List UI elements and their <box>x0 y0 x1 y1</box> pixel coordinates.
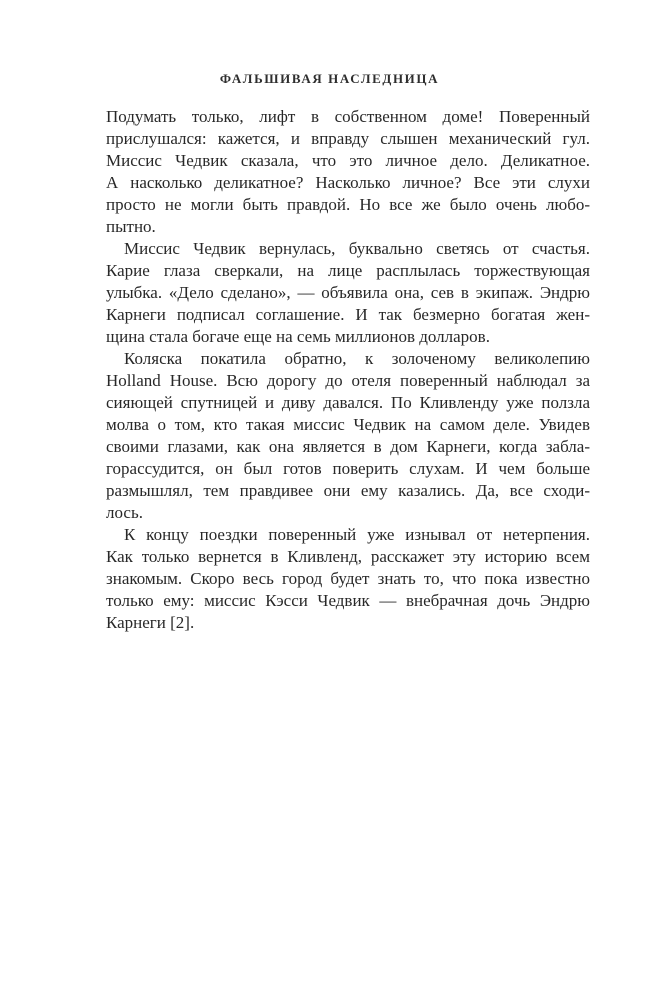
text-line: Holland House. Всю дорогу до отеля поверенный наблюдал за <box>106 371 590 390</box>
paragraph <box>106 238 590 348</box>
text-line: щина стала богаче еще на семь миллионов долларов. <box>106 327 490 346</box>
text-line: А насколько деликатное? Насколько личное? Все эти слухи <box>106 173 590 192</box>
page-text <box>106 106 590 634</box>
text-line: Подумать только, лифт в собственном доме! Поверенный <box>106 107 590 126</box>
text-line: сияющей спутницей и диву давался. По Кливленду уже ползла <box>106 393 590 412</box>
text-line: горассудится, он был готов поверить слухам. И чем больше <box>106 459 590 478</box>
chapter-title: ФАЛЬШИВАЯ НАСЛЕДНИЦА <box>219 71 440 86</box>
text-line: Карие глаза сверкали, на лице расплылась торжествующая <box>106 261 590 280</box>
text-line: Миссис Чедвик сказала, что это личное дело. Деликатное. <box>106 151 590 170</box>
text-line: Карнеги подписал соглашение. И так безмерно богатая жен- <box>106 305 590 324</box>
text-line: лось. <box>106 503 143 522</box>
text-line: размышлял, тем правдивее они ему казались. Да, все сходи- <box>106 481 590 500</box>
text-line: Миссис Чедвик вернулась, буквально светясь от счастья. <box>124 239 590 258</box>
text-line: Карнеги [2]. <box>106 613 195 632</box>
text-line: прислушался: кажется, и вправду слышен механический гул. <box>106 129 590 148</box>
text-line: пытно. <box>106 217 156 236</box>
text-line: молва о том, кто такая миссис Чедвик на самом деле. Увидев <box>106 415 590 434</box>
text-line: Коляска покатила обратно, к золоченому великолепию <box>124 349 590 368</box>
paragraph <box>106 106 590 238</box>
paragraph <box>106 524 590 634</box>
text-line: только ему: миссис Кэсси Чедвик — внебрачная дочь Эндрю <box>106 591 590 610</box>
text-line: Как только вернется в Кливленд, расскажет эту историю всем <box>106 547 590 566</box>
paragraph <box>106 348 590 524</box>
text-line: улыбка. «Дело сделано», — объявила она, сев в экипаж. Эндрю <box>106 283 590 302</box>
text-line: своими глазами, как она является в дом Карнеги, когда забла- <box>106 437 590 456</box>
text-line: просто не могли быть правдой. Но все же было очень любо- <box>106 195 590 214</box>
text-line: К концу поездки поверенный уже изнывал от нетерпения. <box>124 525 590 544</box>
text-line: знакомым. Скоро весь город будет знать то, что пока известно <box>106 569 590 588</box>
